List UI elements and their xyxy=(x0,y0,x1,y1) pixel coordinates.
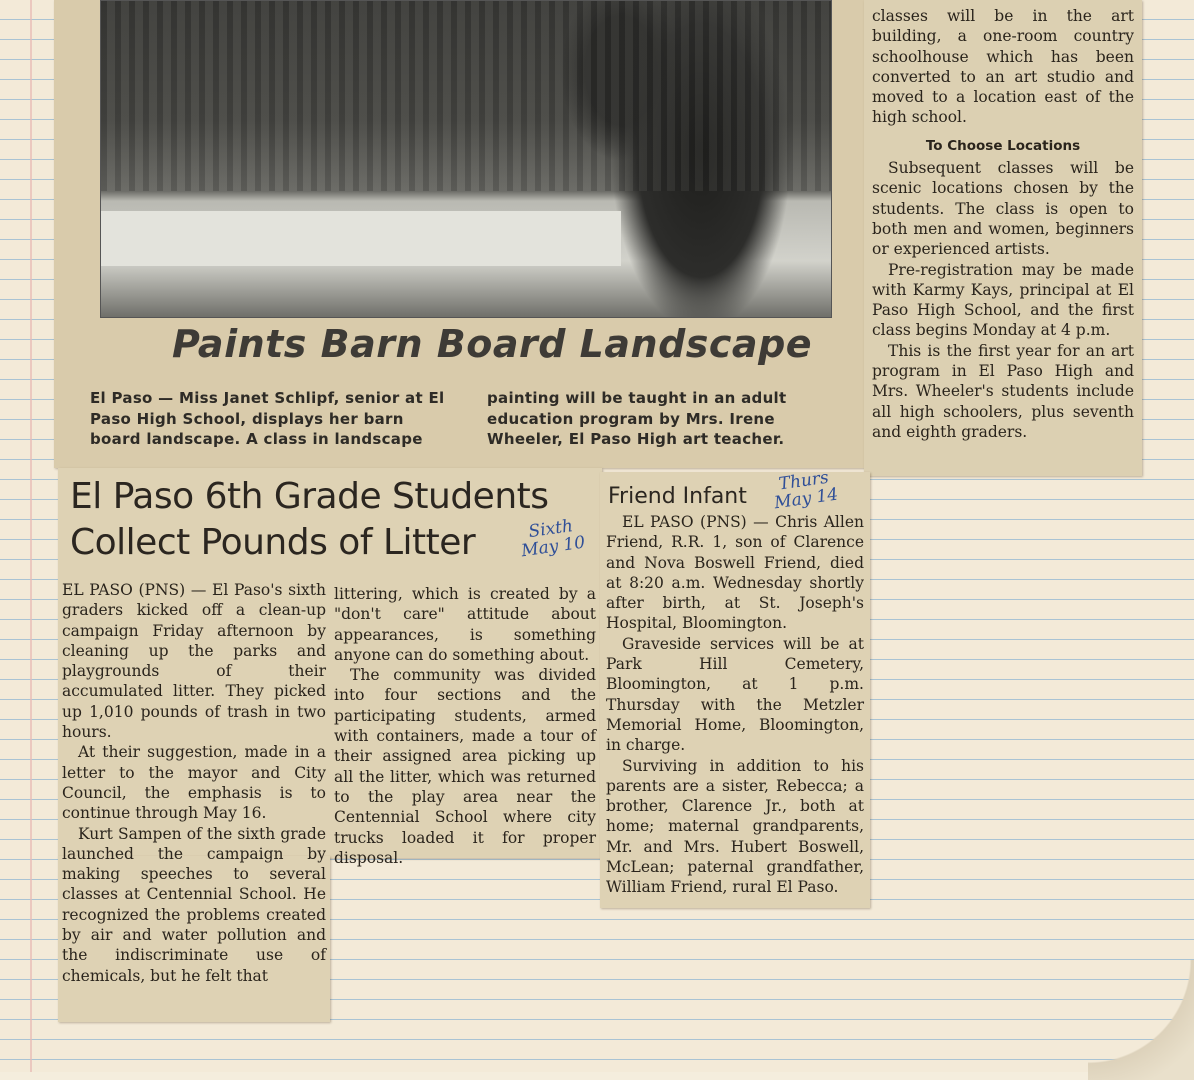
art-paragraph-1: classes will be in the art building, a one-room country schoolhouse which has been converted to an art studio and moved to a location east of the high school. xyxy=(872,7,1134,127)
obituary-paragraph-2: Graveside services will be at Park Hill Cemetery, Bloomington, at 1 p.m. Thursday with the Metzler Memorial Home, Bloomington, in charge. xyxy=(606,634,864,755)
photo-headline: Paints Barn Board Landscape xyxy=(172,322,813,366)
obituary-headline: Friend Infant xyxy=(608,484,747,509)
art-paragraph-3: Pre-registration may be made with Karmy Kays, principal at El Paso High School, and the first class begins Monday at 4 p.m. xyxy=(872,260,1134,340)
art-column-text xyxy=(872,6,1134,442)
newspaper-photo xyxy=(100,0,832,318)
photo-caption-left: El Paso — Miss Janet Schlipf, senior at El Paso High School, displays her barn board landscape. A class in landscape xyxy=(90,389,445,448)
margin-line xyxy=(30,0,32,1072)
art-subhead: To Choose Locations xyxy=(925,137,1081,154)
litter-paragraph-2: At their suggestion, made in a letter to the mayor and City Council, the emphasis is to continue through May 16. xyxy=(62,743,326,823)
handwritten-date-note-2: Thurs May 14 xyxy=(773,467,840,514)
photo-background-trees xyxy=(101,1,831,191)
litter-headline: El Paso 6th Grade Students Collect Pounds of Litter xyxy=(70,476,549,563)
obituary-paragraph-3: Surviving in addition to his parents are a sister, Rebecca; a brother, Clarence Jr., both at home; maternal grandparents, Mr. and Mrs. Hubert Boswell, McLean; paternal grandfather, William Friend, rural El Paso. xyxy=(606,756,864,897)
litter-paragraph-1: EL PASO (PNS) — El Paso's sixth graders kicked off a clean-up campaign Friday afternoon by cleaning up the parks and playgrounds of their accumulated litter. They picked up 1,010 pounds of trash in two hours. xyxy=(62,581,326,742)
art-paragraph-4: This is the first year for an art program in El Paso High and Mrs. Wheeler's students include all high schoolers, plus seventh and eighth graders. xyxy=(872,341,1134,441)
litter-paragraph-3: Kurt Sampen of the sixth grade launched the campaign by making speeches to several classes at Centennial School. He recognized the problems created by air and water pollution and the indiscriminate use of chemicals, but he felt that xyxy=(62,824,326,985)
litter-column-1 xyxy=(62,580,326,986)
photo-caption-right: painting will be taught in an adult education program by Mrs. Irene Wheeler, El Paso High art teacher. xyxy=(487,389,787,448)
handwritten-date-note: Sixth May 10 xyxy=(520,516,587,562)
photo-barn-board xyxy=(101,211,621,266)
litter-column-2 xyxy=(334,584,596,868)
obituary-paragraph-1: EL PASO (PNS) — Chris Allen Friend, R.R. 1, son of Clarence and Nova Boswell Friend, died at 8:20 a.m. Wednesday shortly after birth, at St. Joseph's Hospital, Bloomington. xyxy=(606,513,864,633)
obituary-text xyxy=(606,512,864,898)
litter-paragraph-4: littering, which is created by a "don't care" attitude about appearances, is something anyone can do something about. xyxy=(334,585,596,664)
page-corner-curl xyxy=(1088,960,1194,1080)
litter-paragraph-5: The community was divided into four sections and the participating students, armed with containers, made a tour of their assigned area picking up all the litter, which was returned to the play area near the Centennial School where city trucks loaded it for proper disposal. xyxy=(334,666,596,867)
art-paragraph-2: Subsequent classes will be scenic locations chosen by the students. The class is open to both men and women, beginners or experienced artists. xyxy=(872,159,1134,259)
